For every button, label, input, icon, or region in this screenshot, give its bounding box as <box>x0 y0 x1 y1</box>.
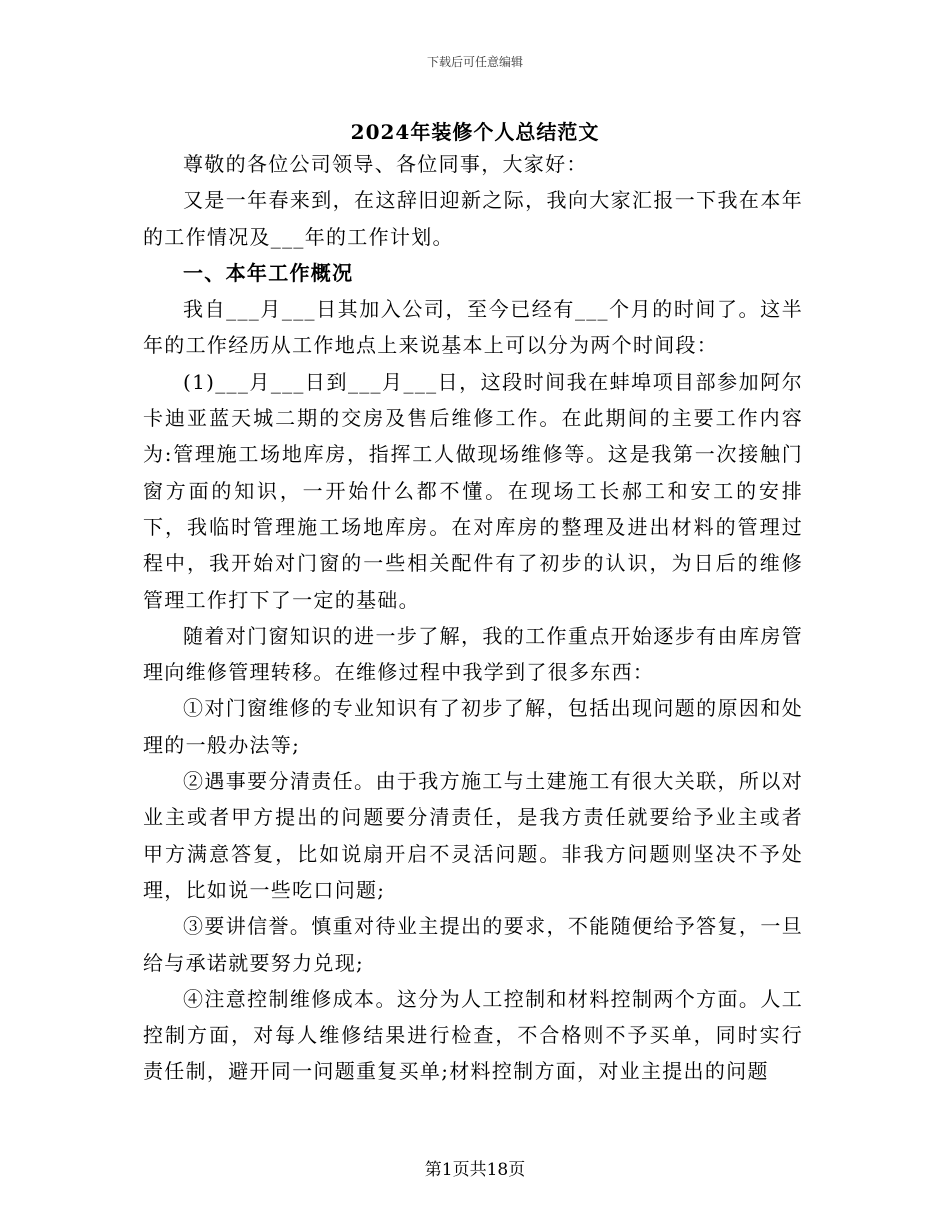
paragraph-intro: 又是一年春来到，在这辞旧迎新之际，我向大家汇报一下我在本年的工作情况及___年的工作计划。 <box>143 188 803 249</box>
section-heading: 一、本年工作概况 <box>183 260 354 285</box>
header-note: 下载后可任意编辑 <box>426 55 523 69</box>
paragraph-point-2: ②遇事要分清责任。由于我方施工与土建施工有很大关联，所以对业主或者甲方提出的问题要分清责任，是我方责任就要给予业主或者甲方满意答复，比如说扇开启不灵活问题。非我方问题则坚决不予处理，比如说一些吃口问题; <box>143 769 803 902</box>
paragraph-period-1: (1)___月___日到___月___日，这段时间我在蚌埠项目部参加阿尔卡迪亚蓝天城二期的交房及售后维修工作。在此期间的主要工作内容为:管理施工场地库房，指挥工人做现场维修等。这是我第一次接触门窗方面的知识，一开始什么都不懂。在现场工长郝工和安工的安排下，我临时管理施工场地库房。在对库房的整理及进出材料的管理过程中，我开始对门窗的一些相关配件有了初步的认识，为日后的维修管理工作打下了一定的基础。 <box>143 369 803 612</box>
paragraph-point-4: ④注意控制维修成本。这分为人工控制和材料控制两个方面。人工控制方面，对每人维修结果进行检查，不合格则不予买单，同时实行责任制，避开同一问题重复买单;材料控制方面，对业主提出的问题 <box>143 986 803 1084</box>
paragraph-transition: 随着对门窗知识的进一步了解，我的工作重点开始逐步有由库房管理向维修管理转移。在维修过程中我学到了很多东西： <box>143 623 803 685</box>
paragraph-greeting: 尊敬的各位公司领导、各位同事，大家好： <box>183 152 588 176</box>
paragraph-overview: 我自___月___日其加入公司，至今已经有___个月的时间了。这半年的工作经历从工作地点上来说基本上可以分为两个时间段： <box>143 297 803 358</box>
document-body <box>143 146 803 1090</box>
page-number: 第1页共18页 <box>424 1160 526 1180</box>
paragraph-point-1: ①对门窗维修的专业知识有了初步了解，包括出现问题的原因和处理的一般办法等; <box>143 696 803 757</box>
document-title: 2024年装修个人总结范文 <box>350 120 600 144</box>
paragraph-point-3: ③要讲信誉。慎重对待业主提出的要求，不能随便给予答复，一旦给与承诺就要努力兑现; <box>143 914 803 975</box>
